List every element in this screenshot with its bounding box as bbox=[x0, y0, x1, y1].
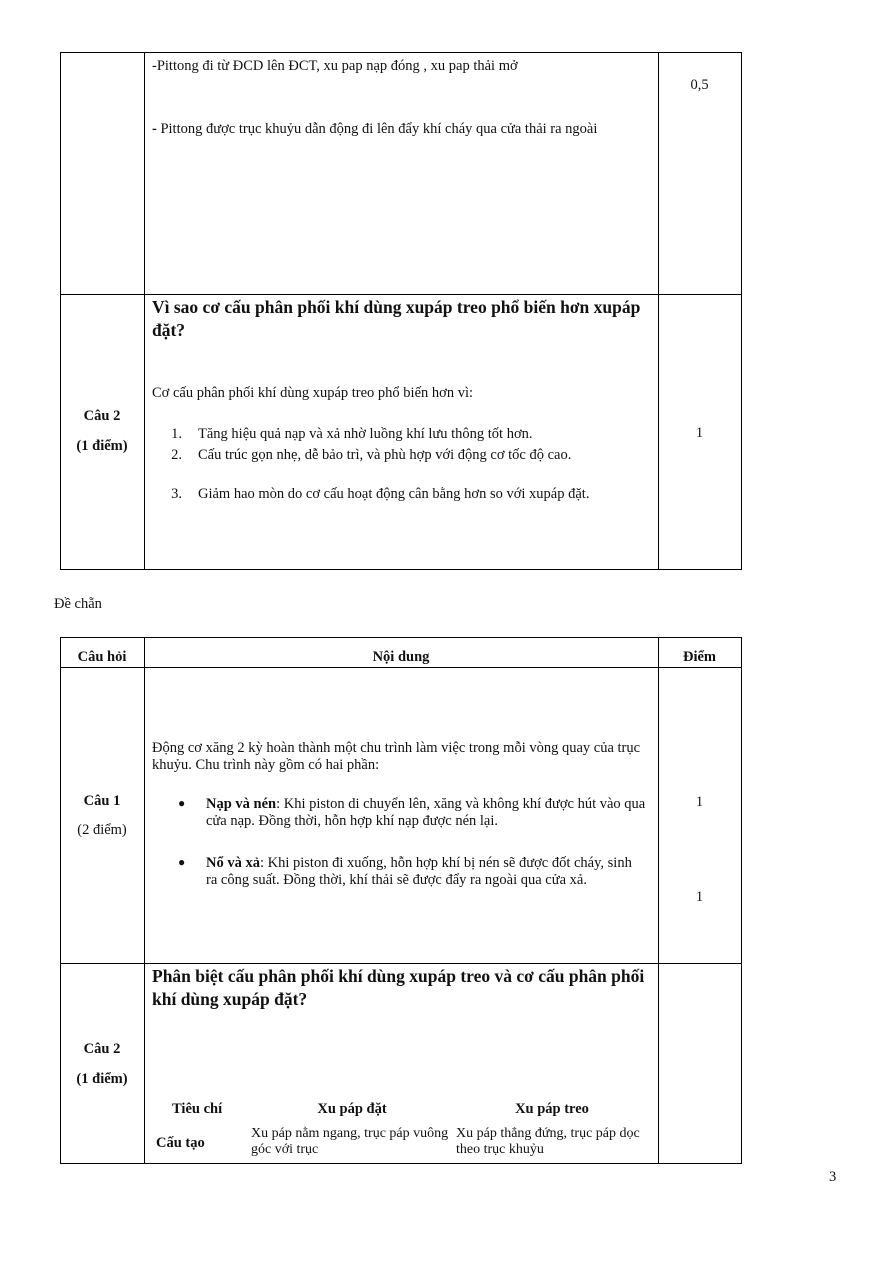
list-text: Cấu trúc gọn nhẹ, dễ bảo trì, và phù hợp với động cơ tốc độ cao. bbox=[198, 447, 572, 463]
answer-text-exhaust-1: -Pittong đi từ ĐCD lên ĐCT, xu pap nạp đóng , xu pap thải mở bbox=[152, 58, 518, 74]
question-points: (2 điểm) bbox=[77, 822, 127, 838]
answer-text-exhaust-2 bbox=[152, 121, 652, 138]
dash-prefix: - bbox=[152, 121, 161, 137]
table-border-left bbox=[60, 52, 61, 570]
subheader-xu-pap-dat: Xu páp đặt bbox=[317, 1101, 387, 1117]
table-border-right bbox=[741, 52, 742, 570]
subheader-tieu-chi: Tiêu chí bbox=[172, 1101, 223, 1117]
table-header-divider bbox=[60, 667, 742, 668]
bullet-body: : Khi piston di chuyển lên, xăng và không khí được hút vào qua cửa nạp. Đồng thời, hỗn hợp khí nạp được nén lại. bbox=[206, 796, 646, 829]
criterion-cau-tao: Cấu tạo bbox=[156, 1135, 205, 1151]
question-label: Câu 1 bbox=[83, 793, 121, 809]
answer-text-exhaust-2-body: Pittong được trục khuỷu dẫn động đi lên đẩy khí cháy qua cửa thải ra ngoài bbox=[160, 121, 598, 137]
score-cell: 1 bbox=[695, 889, 704, 905]
question-points: (1 điểm) bbox=[76, 1071, 128, 1087]
table-border-bottom bbox=[60, 569, 742, 570]
answer-intro: Cơ cấu phân phối khí dùng xupáp treo phổ biến hơn vì: bbox=[152, 385, 473, 401]
section-label: Đề chẵn bbox=[54, 596, 102, 612]
list-number: 3. bbox=[171, 486, 182, 502]
list-text bbox=[206, 796, 646, 829]
question-label: Câu 2 bbox=[83, 408, 121, 424]
table-column-divider bbox=[144, 52, 145, 570]
question-title: Phân biệt cấu phân phối khí dùng xupáp treo và cơ cấu phân phối khí dùng xupáp đặt? bbox=[152, 966, 645, 1009]
score-cell: 0,5 bbox=[690, 77, 709, 93]
table-border-right bbox=[741, 637, 742, 1164]
table-border-bottom bbox=[60, 1163, 742, 1164]
table-column-divider bbox=[658, 52, 659, 570]
list-text bbox=[206, 855, 646, 888]
table-row-divider bbox=[60, 963, 742, 964]
bullet-icon: ● bbox=[178, 796, 186, 810]
bullet-term: Nổ và xả bbox=[206, 855, 260, 871]
list-number: 2. bbox=[171, 447, 182, 463]
cell-xu-pap-treo: Xu páp thẳng đứng, trục páp dọc theo trục khuỷu bbox=[456, 1126, 640, 1158]
question-label: Câu 2 bbox=[83, 1041, 121, 1057]
header-cau-hoi: Câu hỏi bbox=[77, 649, 127, 665]
score-cell: 1 bbox=[695, 425, 704, 441]
list-text: Tăng hiệu quả nạp và xả nhờ luồng khí lưu thông tốt hơn. bbox=[198, 426, 533, 442]
scoring-table-2 bbox=[60, 637, 742, 1164]
bullet-icon: ● bbox=[178, 855, 186, 869]
table-column-divider bbox=[144, 637, 145, 1164]
scoring-table-1 bbox=[60, 52, 742, 570]
subheader-xu-pap-treo: Xu páp treo bbox=[515, 1101, 589, 1117]
cell-xu-pap-dat: Xu páp nằm ngang, trục páp vuông góc với trục bbox=[251, 1126, 449, 1158]
question-points: (1 điểm) bbox=[76, 438, 128, 454]
answer-intro: Động cơ xăng 2 kỳ hoàn thành một chu trình làm việc trong mỗi vòng quay của trục khuỷu. Chu trình này gồm có hai phần: bbox=[152, 740, 641, 773]
table-border-top bbox=[60, 637, 742, 638]
score-cell: 1 bbox=[695, 794, 704, 810]
table-row-divider bbox=[60, 294, 742, 295]
list-text: Giảm hao mòn do cơ cấu hoạt động cân bằng hơn so với xupáp đặt. bbox=[198, 486, 590, 502]
bullet-term: Nạp và nén bbox=[206, 796, 277, 812]
question-title: Vì sao cơ cấu phân phối khí dùng xupáp treo phổ biến hơn xupáp đặt? bbox=[152, 297, 641, 340]
page-number: 3 bbox=[829, 1169, 837, 1185]
bullet-body: : Khi piston đi xuống, hỗn hợp khí bị nén sẽ được đốt cháy, sinh ra công suất. Đồng thời, khí thải sẽ được đẩy ra ngoài qua cửa xả. bbox=[206, 855, 632, 888]
header-noi-dung: Nội dung bbox=[372, 649, 430, 665]
list-number: 1. bbox=[171, 426, 182, 442]
table-border-top bbox=[60, 52, 742, 53]
header-diem: Điểm bbox=[682, 649, 716, 665]
